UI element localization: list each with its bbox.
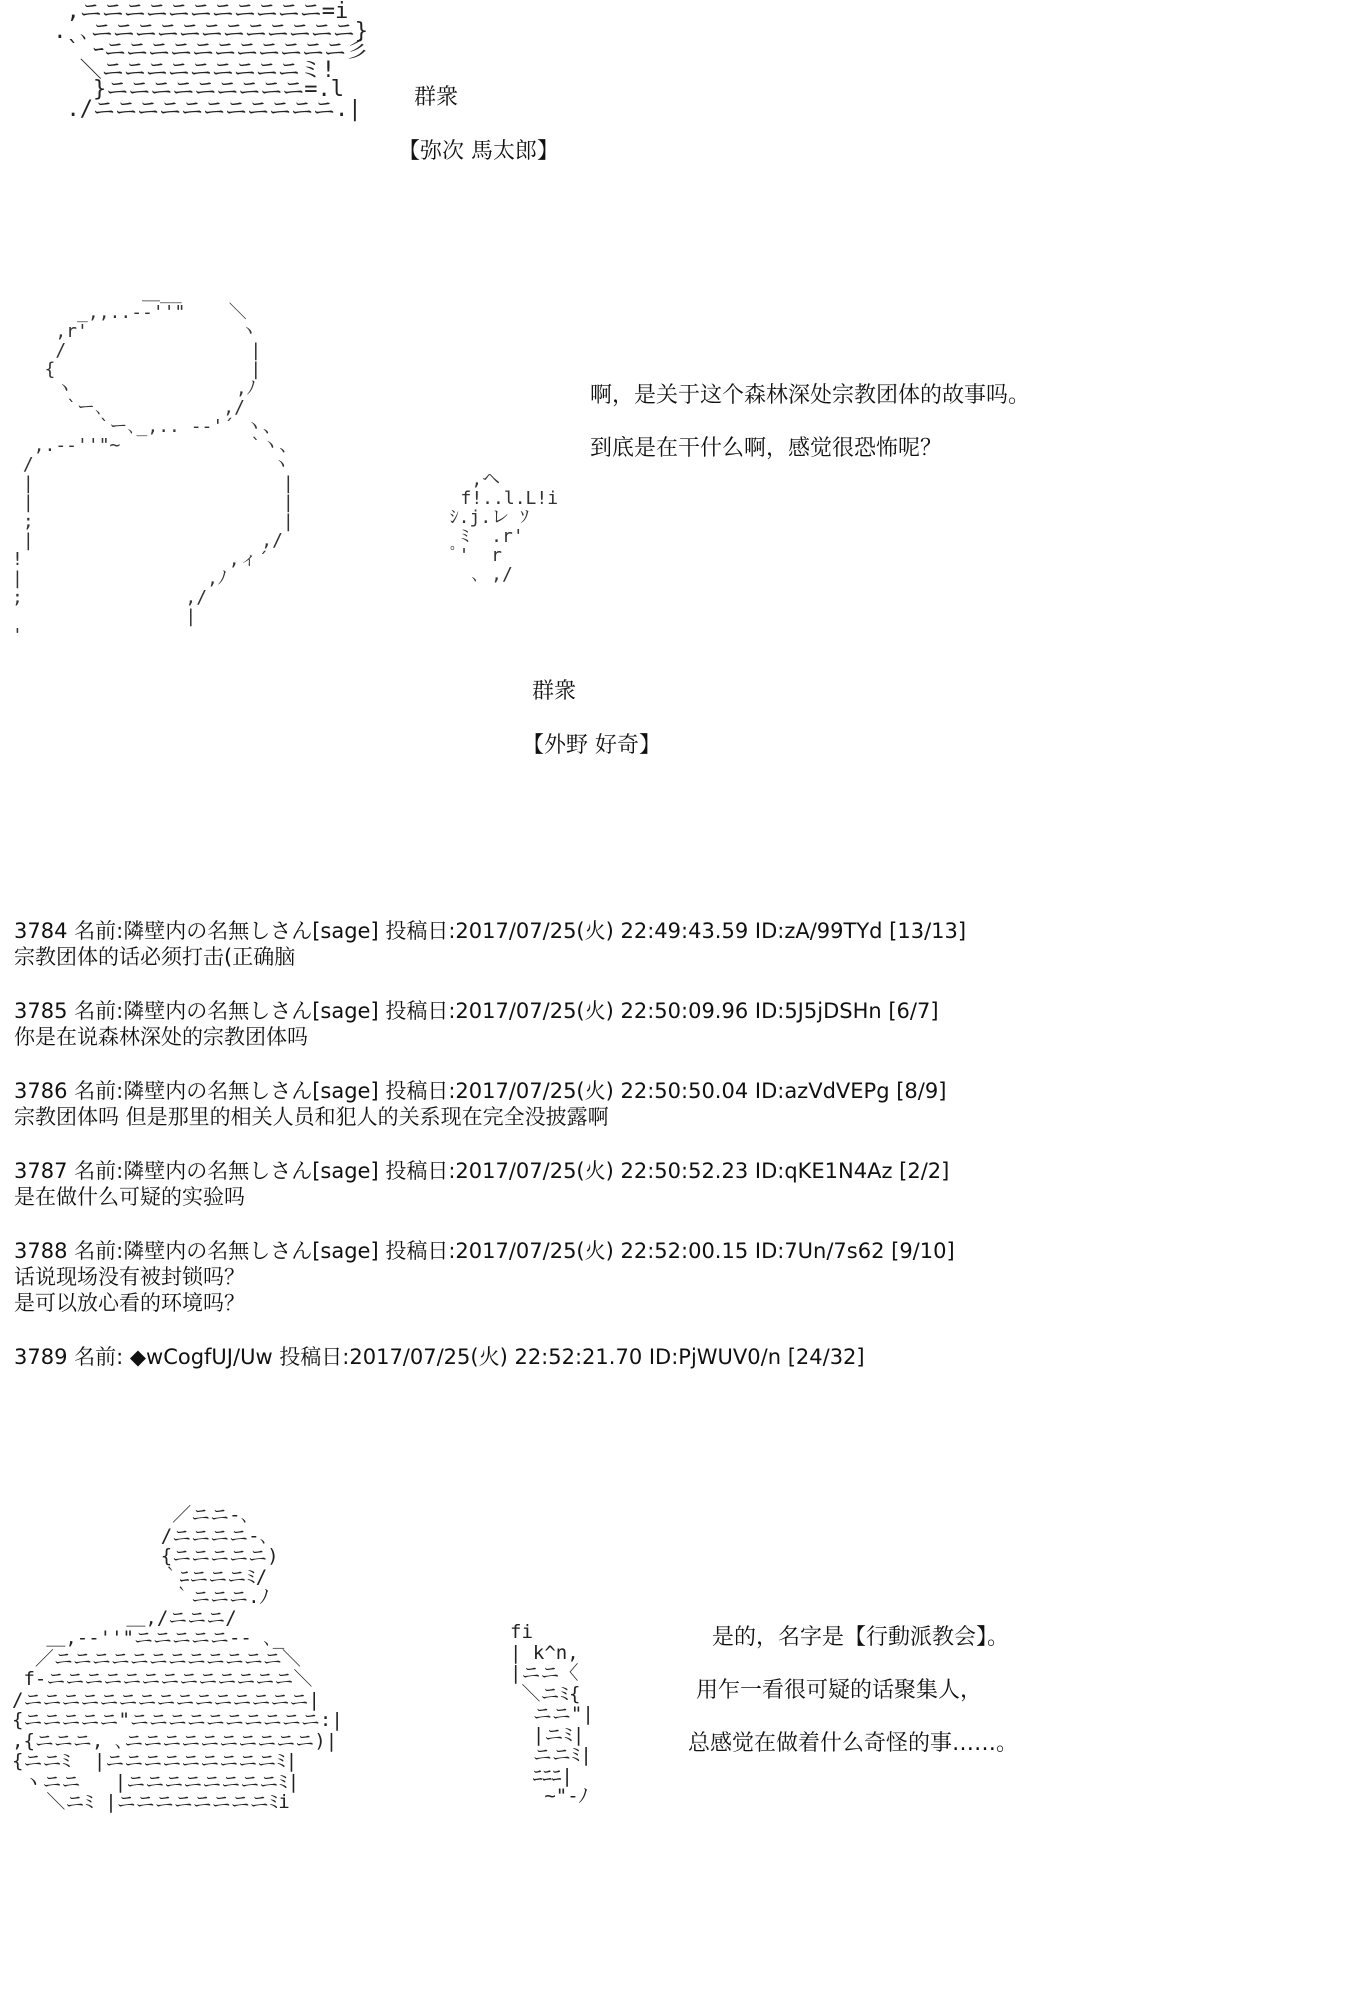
post-body-line: 是在做什么可疑的实验吗 [14,1185,245,1209]
ascii-art-top: ,ニニニニニニニニニニニ=i . ､ニニニニニニニニニニニニ} ` ｰニニニニニニニニニニニ彡 ＼ニニニニニニニニニミ! }ニニニニニニニニニ=.l ./ニニニニニニニニニニニ.| [53,0,368,122]
post-header: 3784 名前:隣壁内の名無しさん[sage] 投稿日:2017/07/25(火) 22:49:43.59 ID:zA/99TYd [13/13] [14,919,967,943]
dialogue-block-3 [688,1620,1019,1779]
dialogue-line: 用乍一看很可疑的话聚集人， [696,1678,983,1703]
post-header: 3787 名前:隣壁内の名無しさん[sage] 投稿日:2017/07/25(火) 22:50:52.23 ID:qKE1N4Az [2/2] [14,1159,950,1183]
dialogue-line: 到底是在干什么啊，感觉很恐怖呢？ [590,436,943,461]
crowd-name-2: 【外野 好奇】 [522,733,661,758]
post-3784 [14,918,1334,970]
post-3789 [14,1344,1334,1370]
dialogue-line: 啊，是关于这个森林深处宗教团体的故事吗。 [590,383,1031,408]
post-body-line: 宗教团体的话必须打击(正确脑 [14,945,296,969]
post-3785 [14,998,1334,1050]
ascii-art-silhouette: ＿__ _,,..-‐''" ＼ ,r' ヽ / | { | ヽ ,ﾉ `ー､ ,/ `ー､_,.. -‐'´ ヽ、 ,.-‐''"~ `ヽ、 / ヽ | | | | ; | | ,/ ! ,ィ´ | ,ﾉ ; ,/ | ' [12,283,298,646]
post-header: 3785 名前:隣壁内の名無しさん[sage] 投稿日:2017/07/25(火) 22:50:09.96 ID:5J5jDSHn [6/7] [14,999,939,1023]
post-body-line: 是可以放心看的环境吗？ [14,1291,245,1315]
dialogue-line: 是的，名字是【行動派教会】。 [712,1625,1010,1650]
post-3788 [14,1238,1334,1316]
crowd-label-1: 群衆 [414,85,459,110]
post-body-line: 你是在说森林深处的宗教团体吗 [14,1025,308,1049]
post-header: 3789 名前: ◆wCogfUJ/Uw 投稿日:2017/07/25(火) 22:52:21.70 ID:PjWUV0/n [24/32] [14,1345,865,1369]
post-header: 3786 名前:隣壁内の名無しさん[sage] 投稿日:2017/07/25(火) 22:50:50.04 ID:azVdVEPg [8/9] [14,1079,947,1103]
ascii-art-figure-hand: fi | k^n, |ニニ〈 ＼ニﾐ{ ニニ"| |ニﾐ| ニニﾐ| ﾆﾆﾆ| ~"-ﾉ [510,1621,594,1807]
crowd-name-1: 【弥次 馬太郎】 [398,139,559,164]
post-header: 3788 名前:隣壁内の名無しさん[sage] 投稿日:2017/07/25(火) 22:52:00.15 ID:7Un/7s62 [9/10] [14,1239,955,1263]
post-body-line: 话说现场没有被封锁吗？ [14,1265,245,1289]
dialogue-block-2 [590,378,1030,484]
post-list [14,918,1334,1398]
post-3786 [14,1078,1334,1130]
post-body-line: 宗教团体吗 但是那里的相关人员和犯人的关系现在完全没披露啊 [14,1105,609,1129]
dialogue-line: 总感觉在做着什么奇怪的事……。 [688,1731,1019,1756]
post-3787 [14,1158,1334,1210]
ascii-art-hand: ,ヘ f!..l.L!i ｼ.j.レ ｿ ﾐ .r' ﾟ' r ､ ,/ [449,469,559,585]
crowd-label-2: 群衆 [532,679,577,704]
ascii-art-figure: ／ニニ-､ /ニニニニ-､ {ニニニニニ) ｀ﾆニニニﾐ/ ｀ニニニ.ﾉ ＿,/ニニニ/ ＿,-‐''"ニニニニニ-- ､_ ／ニニニニニニニニニニニニ＼ f-ニニニニニニニニニニニニニ＼ /ニニニニニニニニニニニニニニニ| {ニニニニニ"ニニニニニニニニニニ:| ,{ニニニ, ､ニニニニニニニニニニ)| {ニニﾐ |ニニニニニニニニニﾐ| ヽニニ |ニニニニニニニニﾐ| ＼ニﾐ |ニニニニニニニニﾐi [12,1504,343,1813]
